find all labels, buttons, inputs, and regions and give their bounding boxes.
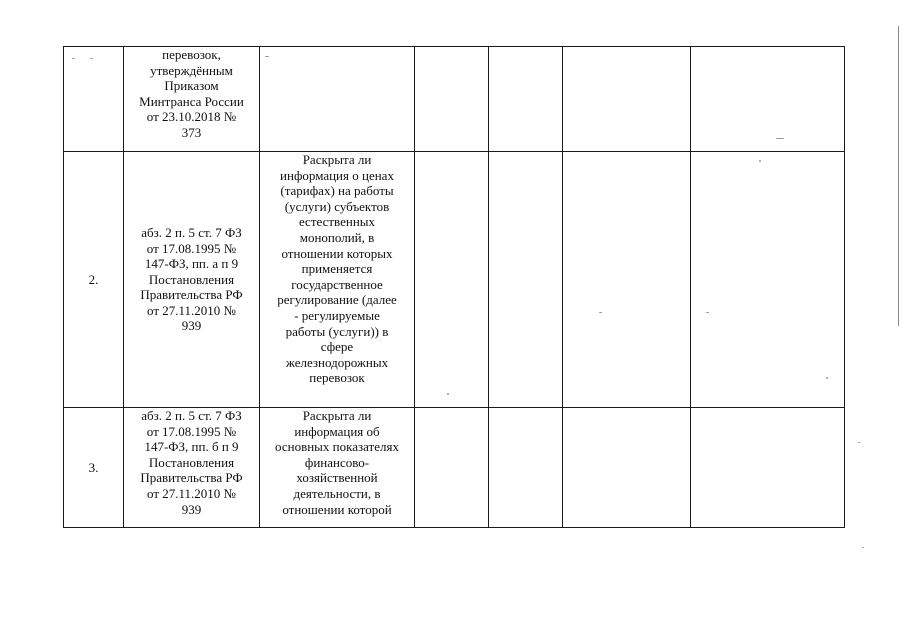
empty-cell [563,408,691,528]
scan-speck [776,138,784,139]
scan-speck [447,393,449,395]
empty-cell [489,408,563,528]
question-cell [260,47,415,152]
empty-cell [691,408,845,528]
scan-speck [706,312,709,313]
question-text: Раскрыта ли информация об основных показателях финансово- хозяйственной деятельности, в отношении которой [275,408,399,517]
legal-basis-cell [124,47,260,152]
table-row [64,47,845,152]
row-number-cell [64,152,124,408]
scan-speck [265,56,269,57]
question-text: Раскрыта ли информация о ценах (тарифах) на работы (услуги) субъектов естественных монополий, в отношении которых применяется государственное регулирование (далее - регулируемые работы (услуги)) в сфере железнодорожных перевозок [277,152,397,386]
row-number: 3. [88,459,99,475]
scan-speck [72,58,75,59]
row-number: 2. [88,271,99,287]
scan-speck [599,312,602,313]
checklist-table [63,46,845,528]
scan-edge-line [898,26,899,326]
empty-cell [563,47,691,152]
question-cell [260,408,415,528]
table-row [64,152,845,408]
empty-cell [415,47,489,152]
empty-cell [691,47,845,152]
empty-cell [415,152,489,408]
scan-speck [759,160,761,162]
empty-cell [489,152,563,408]
legal-basis-cell [124,408,260,528]
legal-basis-cell [124,152,260,408]
empty-cell [415,408,489,528]
scan-speck [90,58,93,59]
legal-basis-text: абз. 2 п. 5 ст. 7 ФЗ от 17.08.1995 № 147-ФЗ, пп. а п 9 Постановления Правительства РФ от 27.11.2010 № 939 [140,224,243,334]
empty-cell [691,152,845,408]
scan-speck [826,377,828,379]
legal-basis-text: перевозок, утверждённым Приказом Минтранса России от 23.10.2018 № 373 [139,47,244,140]
row-number-cell [64,47,124,152]
question-cell [260,152,415,408]
scan-speck [862,547,864,548]
scan-speck [858,442,860,443]
table-row [64,408,845,528]
empty-cell [563,152,691,408]
row-number-cell [64,408,124,528]
empty-cell [489,47,563,152]
legal-basis-text: абз. 2 п. 5 ст. 7 ФЗ от 17.08.1995 № 147-ФЗ, пп. б п 9 Постановления Правительства РФ от 27.11.2010 № 939 [140,408,243,517]
